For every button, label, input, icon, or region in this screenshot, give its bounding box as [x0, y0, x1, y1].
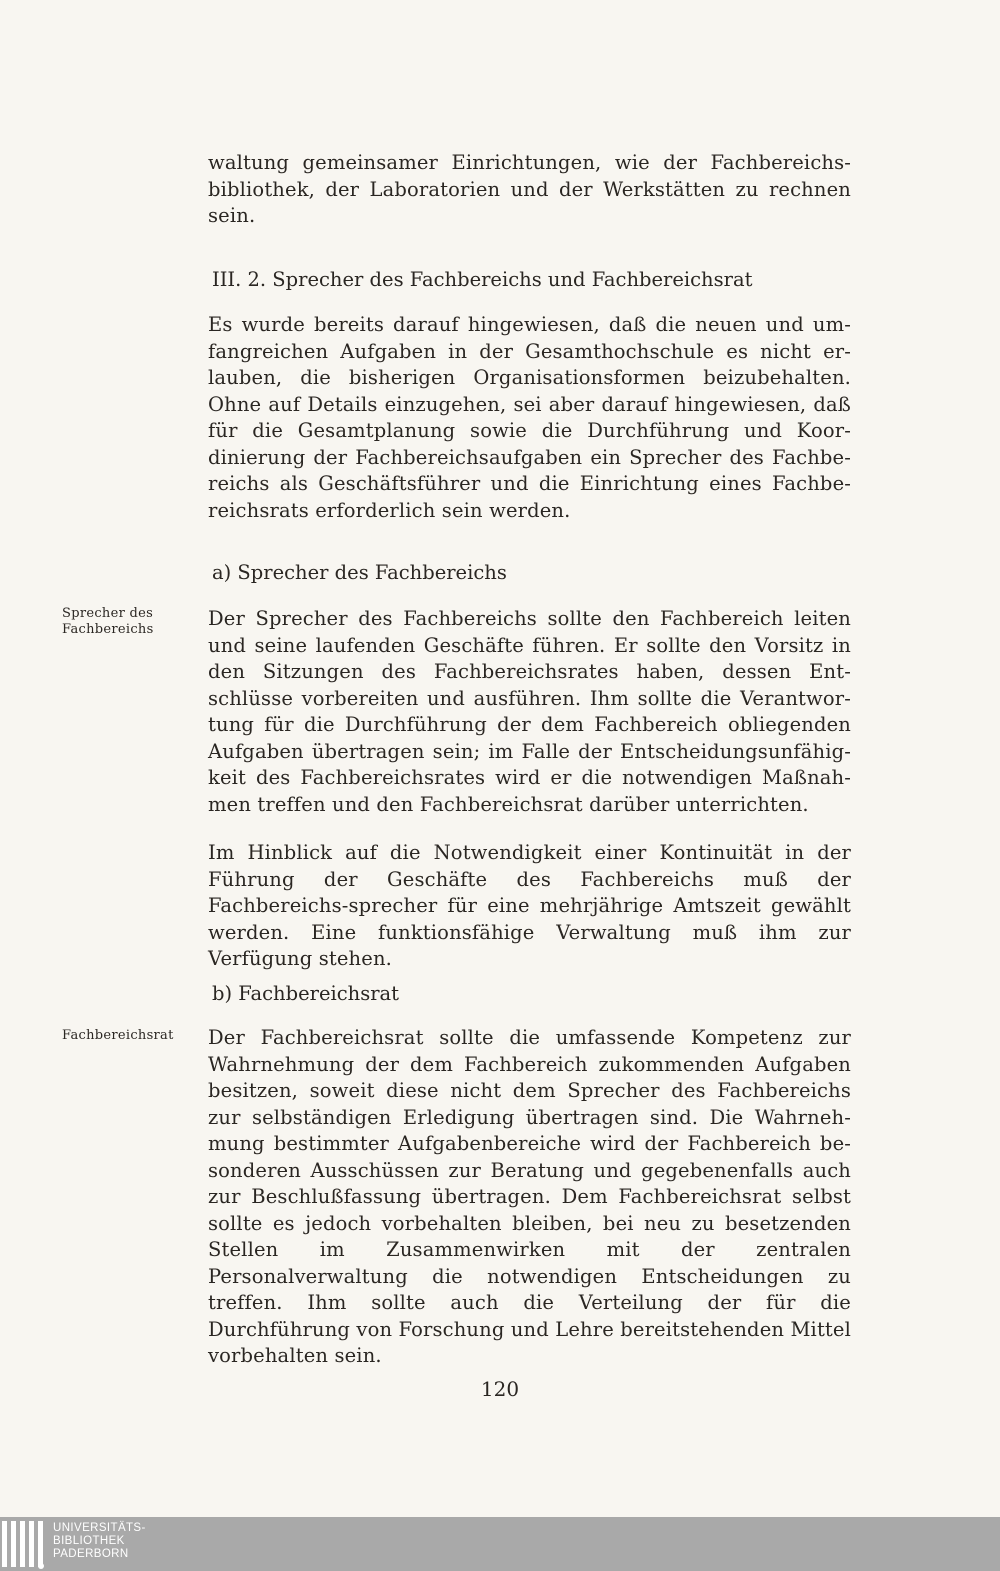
library-barcode-logo-icon — [2, 1521, 43, 1567]
section-paragraph: Es wurde bereits darauf hingewiesen, daß die neuen und um-fangreichen Aufgaben in der Gesamthochschule es nicht er-lauben, die bisherigen Organisationsformen beizubehalten. Ohne auf Details einzugehen, sei aber darauf hingewiesen, daß für die Gesamtplanung sowie die Durchführung und Koor-dinierung der Fachbereichsaufgaben ein Sprecher des Fachbe-reichs als Geschäftsführer und die Einrichtung eines Fachbe-reichsrats erforderlich sein werden. — [208, 313, 851, 522]
paragraph-b1: Der Fachbereichsrat sollte die umfassende Kompetenz zur Wahrnehmung der dem Fachbereich zukommenden Aufgaben besitzen, soweit diese nicht dem Sprecher des Fachbereichs zur selbständigen Erledigung übertragen sind. Die Wahrneh-mung bestimmter Aufgabenbereiche wird der Fachbereich be-sonderen Ausschüssen zur Beratung und gegebenenfalls auch zur Beschlußfassung übertragen. Dem Fachbereichsrat selbst sollte es jedoch vorbehalten bleiben, bei neu zu besetzenden Stellen im Zusammenwirken mit der zentralen Personalverwaltung die notwendigen Entscheidungen zu treffen. Ihm sollte auch die Verteilung der für die Durchführung von Forschung und Lehre bereitstehenden Mittel vorbehalten sein. — [208, 1026, 851, 1367]
library-line-2: BIBLIOTHEK — [53, 1535, 125, 1547]
page-number: 120 — [480, 1377, 520, 1401]
library-line-3: PADERBORN — [53, 1548, 129, 1560]
subheading-b: b) Fachbereichsrat — [212, 982, 399, 1005]
library-name — [53, 1522, 146, 1561]
section-heading: III. 2. Sprecher des Fachbereichs und Fachbereichsrat — [212, 268, 753, 291]
logo-dot-icon — [38, 1563, 44, 1569]
library-line-1: UNIVERSITÄTS- — [53, 1522, 146, 1534]
paragraph-a1: Der Sprecher des Fachbereichs sollte den Fachbereich leiten und seine laufenden Geschäfte führen. Er sollte den Vorsitz in den Sitzungen des Fachbereichsrates haben, dessen Ent-schlüsse vorbereiten und ausführen. Ihm sollte die Verantwor-tung für die Durchführung der dem Fachbereich obliegenden Aufgaben übertragen sein; im Falle der Entscheidungsunfähig-keit des Fachbereichsrates wird er die notwendigen Maßnah-men treffen und den Fachbereichsrat darüber unterrichten. — [208, 607, 851, 816]
subheading-a: a) Sprecher des Fachbereichs — [212, 561, 507, 584]
margin-note-b: Fachbereichsrat — [62, 1028, 174, 1043]
paragraph-a2: Im Hinblick auf die Notwendigkeit einer Kontinuität in der Führung der Geschäfte des Fachbereichs muß der Fachbereichs-sprecher für eine mehrjährige Amtszeit gewählt werden. Eine funktionsfähige Verwaltung muß ihm zur Verfügung stehen. — [208, 841, 851, 970]
intro-paragraph: waltung gemeinsamer Einrichtungen, wie der Fachbereichs-bibliothek, der Laboratorien und der Werkstätten zu rechnen sein. — [208, 151, 851, 227]
library-footer — [0, 1517, 1000, 1571]
margin-note-a: Sprecher des Fachbereichs — [62, 606, 154, 637]
